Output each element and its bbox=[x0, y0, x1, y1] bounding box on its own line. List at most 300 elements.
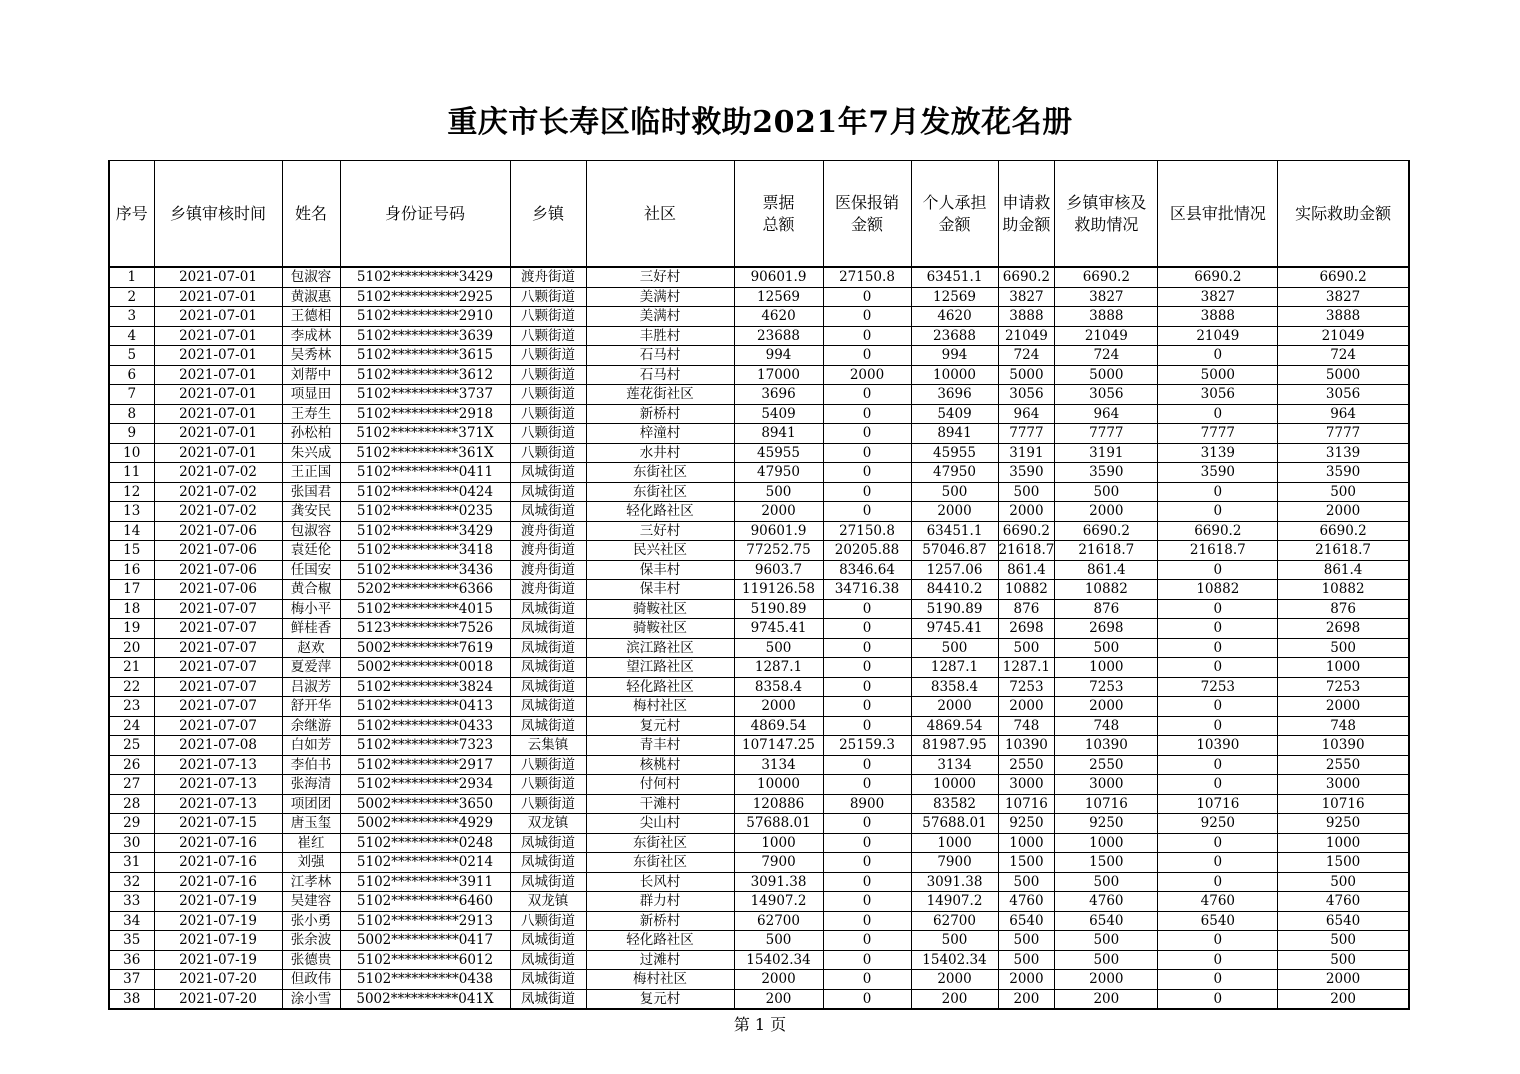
col-bill-total-cell: 45955 bbox=[734, 443, 823, 463]
col-county-approval-cell: 7253 bbox=[1158, 677, 1278, 697]
header-col-id-number: 身份证号码 bbox=[340, 161, 510, 268]
col-seq-cell: 4 bbox=[109, 326, 154, 346]
col-id-number-cell: 5002**********4929 bbox=[340, 814, 510, 834]
col-town-review-cell: 876 bbox=[1055, 599, 1158, 619]
col-bill-total-cell: 77252.75 bbox=[734, 541, 823, 561]
col-county-approval-cell: 6690.2 bbox=[1158, 267, 1278, 287]
col-actual-amount-cell: 2000 bbox=[1278, 697, 1409, 717]
col-town-review-cell: 5000 bbox=[1055, 365, 1158, 385]
col-personal-burden-cell: 15402.34 bbox=[911, 950, 998, 970]
col-applied-amount-cell: 5000 bbox=[998, 365, 1055, 385]
col-town-cell: 凤城街道 bbox=[510, 463, 586, 483]
col-id-number-cell: 5102**********3429 bbox=[340, 267, 510, 287]
col-community-cell: 尖山村 bbox=[586, 814, 734, 834]
col-personal-burden-cell: 500 bbox=[911, 482, 998, 502]
col-name-cell: 张余波 bbox=[282, 931, 340, 951]
col-bill-total-cell: 9745.41 bbox=[734, 619, 823, 639]
col-review-date-cell: 2021-07-01 bbox=[154, 287, 282, 307]
col-county-approval-cell: 21049 bbox=[1158, 326, 1278, 346]
col-applied-amount-cell: 10882 bbox=[998, 580, 1055, 600]
col-community-cell: 付何村 bbox=[586, 775, 734, 795]
col-town-cell: 云集镇 bbox=[510, 736, 586, 756]
col-county-approval-cell: 0 bbox=[1158, 599, 1278, 619]
col-seq-cell: 5 bbox=[109, 346, 154, 366]
col-seq-cell: 17 bbox=[109, 580, 154, 600]
col-bill-total-cell: 4869.54 bbox=[734, 716, 823, 736]
col-personal-burden-cell: 63451.1 bbox=[911, 521, 998, 541]
col-bill-total-cell: 7900 bbox=[734, 853, 823, 873]
col-medical-reimbursement-cell: 0 bbox=[823, 853, 911, 873]
col-town-review-cell: 3590 bbox=[1055, 463, 1158, 483]
table-row bbox=[109, 794, 1409, 814]
col-review-date-cell: 2021-07-06 bbox=[154, 580, 282, 600]
col-town-cell: 凤城街道 bbox=[510, 697, 586, 717]
col-name-cell: 吕淑芳 bbox=[282, 677, 340, 697]
table-row bbox=[109, 346, 1409, 366]
col-bill-total-cell: 2000 bbox=[734, 502, 823, 522]
col-personal-burden-cell: 62700 bbox=[911, 911, 998, 931]
col-town-review-cell: 500 bbox=[1055, 931, 1158, 951]
col-county-approval-cell: 3590 bbox=[1158, 463, 1278, 483]
col-actual-amount-cell: 2000 bbox=[1278, 970, 1409, 990]
col-community-cell: 梅村社区 bbox=[586, 697, 734, 717]
col-medical-reimbursement-cell: 0 bbox=[823, 716, 911, 736]
col-personal-burden-cell: 10000 bbox=[911, 365, 998, 385]
col-seq-cell: 11 bbox=[109, 463, 154, 483]
col-name-cell: 张海清 bbox=[282, 775, 340, 795]
table-row bbox=[109, 736, 1409, 756]
col-review-date-cell: 2021-07-01 bbox=[154, 443, 282, 463]
table-row bbox=[109, 267, 1409, 287]
col-bill-total-cell: 5409 bbox=[734, 404, 823, 424]
col-town-review-cell: 4760 bbox=[1055, 892, 1158, 912]
col-town-review-cell: 964 bbox=[1055, 404, 1158, 424]
col-id-number-cell: 5102**********3824 bbox=[340, 677, 510, 697]
col-town-review-cell: 10882 bbox=[1055, 580, 1158, 600]
col-applied-amount-cell: 500 bbox=[998, 872, 1055, 892]
relief-roster-table bbox=[108, 160, 1410, 1010]
col-bill-total-cell: 17000 bbox=[734, 365, 823, 385]
table-row bbox=[109, 541, 1409, 561]
table-row bbox=[109, 521, 1409, 541]
col-bill-total-cell: 107147.25 bbox=[734, 736, 823, 756]
table-row bbox=[109, 716, 1409, 736]
col-actual-amount-cell: 748 bbox=[1278, 716, 1409, 736]
col-medical-reimbursement-cell: 8900 bbox=[823, 794, 911, 814]
col-applied-amount-cell: 500 bbox=[998, 950, 1055, 970]
col-community-cell: 复元村 bbox=[586, 989, 734, 1009]
col-town-cell: 八颗街道 bbox=[510, 775, 586, 795]
col-review-date-cell: 2021-07-06 bbox=[154, 521, 282, 541]
col-seq-cell: 33 bbox=[109, 892, 154, 912]
col-town-cell: 凤城街道 bbox=[510, 599, 586, 619]
col-community-cell: 新桥村 bbox=[586, 404, 734, 424]
header-col-seq: 序号 bbox=[109, 161, 154, 268]
col-county-approval-cell: 3827 bbox=[1158, 287, 1278, 307]
col-medical-reimbursement-cell: 0 bbox=[823, 892, 911, 912]
col-personal-burden-cell: 3696 bbox=[911, 385, 998, 405]
col-bill-total-cell: 1000 bbox=[734, 833, 823, 853]
col-town-review-cell: 1000 bbox=[1055, 833, 1158, 853]
col-name-cell: 唐玉玺 bbox=[282, 814, 340, 834]
col-actual-amount-cell: 500 bbox=[1278, 931, 1409, 951]
col-town-cell: 凤城街道 bbox=[510, 931, 586, 951]
col-town-review-cell: 6690.2 bbox=[1055, 521, 1158, 541]
col-personal-burden-cell: 81987.95 bbox=[911, 736, 998, 756]
col-town-review-cell: 9250 bbox=[1055, 814, 1158, 834]
col-community-cell: 保丰村 bbox=[586, 560, 734, 580]
col-medical-reimbursement-cell: 0 bbox=[823, 502, 911, 522]
col-county-approval-cell: 0 bbox=[1158, 853, 1278, 873]
col-personal-burden-cell: 14907.2 bbox=[911, 892, 998, 912]
col-review-date-cell: 2021-07-07 bbox=[154, 638, 282, 658]
col-applied-amount-cell: 748 bbox=[998, 716, 1055, 736]
col-county-approval-cell: 0 bbox=[1158, 697, 1278, 717]
col-town-cell: 凤城街道 bbox=[510, 716, 586, 736]
col-town-cell: 八颗街道 bbox=[510, 911, 586, 931]
col-actual-amount-cell: 10716 bbox=[1278, 794, 1409, 814]
col-actual-amount-cell: 5000 bbox=[1278, 365, 1409, 385]
col-personal-burden-cell: 1287.1 bbox=[911, 658, 998, 678]
col-name-cell: 袁廷伦 bbox=[282, 541, 340, 561]
table-row bbox=[109, 833, 1409, 853]
col-county-approval-cell: 21618.7 bbox=[1158, 541, 1278, 561]
col-name-cell: 鲜桂香 bbox=[282, 619, 340, 639]
col-community-cell: 美满村 bbox=[586, 287, 734, 307]
col-bill-total-cell: 500 bbox=[734, 482, 823, 502]
col-town-cell: 渡舟街道 bbox=[510, 580, 586, 600]
col-actual-amount-cell: 200 bbox=[1278, 989, 1409, 1009]
col-town-review-cell: 500 bbox=[1055, 872, 1158, 892]
col-seq-cell: 23 bbox=[109, 697, 154, 717]
col-community-cell: 骑鞍社区 bbox=[586, 599, 734, 619]
col-review-date-cell: 2021-07-08 bbox=[154, 736, 282, 756]
col-bill-total-cell: 994 bbox=[734, 346, 823, 366]
col-personal-burden-cell: 47950 bbox=[911, 463, 998, 483]
col-personal-burden-cell: 1257.06 bbox=[911, 560, 998, 580]
col-community-cell: 东街社区 bbox=[586, 463, 734, 483]
col-review-date-cell: 2021-07-01 bbox=[154, 385, 282, 405]
col-id-number-cell: 5102**********371X bbox=[340, 424, 510, 444]
col-town-review-cell: 500 bbox=[1055, 482, 1158, 502]
col-personal-burden-cell: 200 bbox=[911, 989, 998, 1009]
col-actual-amount-cell: 2550 bbox=[1278, 755, 1409, 775]
col-actual-amount-cell: 724 bbox=[1278, 346, 1409, 366]
col-town-cell: 凤城街道 bbox=[510, 950, 586, 970]
col-name-cell: 张国君 bbox=[282, 482, 340, 502]
col-medical-reimbursement-cell: 0 bbox=[823, 950, 911, 970]
col-id-number-cell: 5102**********0411 bbox=[340, 463, 510, 483]
col-town-cell: 八颗街道 bbox=[510, 346, 586, 366]
col-applied-amount-cell: 3590 bbox=[998, 463, 1055, 483]
table-row bbox=[109, 385, 1409, 405]
col-town-cell: 双龙镇 bbox=[510, 814, 586, 834]
table-row bbox=[109, 892, 1409, 912]
col-name-cell: 李成林 bbox=[282, 326, 340, 346]
col-seq-cell: 8 bbox=[109, 404, 154, 424]
col-medical-reimbursement-cell: 0 bbox=[823, 970, 911, 990]
col-id-number-cell: 5102**********2917 bbox=[340, 755, 510, 775]
col-bill-total-cell: 119126.58 bbox=[734, 580, 823, 600]
col-bill-total-cell: 3134 bbox=[734, 755, 823, 775]
table-row bbox=[109, 443, 1409, 463]
col-medical-reimbursement-cell: 0 bbox=[823, 619, 911, 639]
col-name-cell: 黄淑惠 bbox=[282, 287, 340, 307]
col-personal-burden-cell: 2000 bbox=[911, 697, 998, 717]
col-medical-reimbursement-cell: 0 bbox=[823, 463, 911, 483]
col-seq-cell: 14 bbox=[109, 521, 154, 541]
col-review-date-cell: 2021-07-07 bbox=[154, 619, 282, 639]
col-applied-amount-cell: 2000 bbox=[998, 970, 1055, 990]
col-bill-total-cell: 47950 bbox=[734, 463, 823, 483]
col-community-cell: 青丰村 bbox=[586, 736, 734, 756]
table-row bbox=[109, 658, 1409, 678]
col-town-review-cell: 2698 bbox=[1055, 619, 1158, 639]
col-county-approval-cell: 10882 bbox=[1158, 580, 1278, 600]
col-community-cell: 长风村 bbox=[586, 872, 734, 892]
col-id-number-cell: 5202**********6366 bbox=[340, 580, 510, 600]
table-row bbox=[109, 931, 1409, 951]
col-applied-amount-cell: 7777 bbox=[998, 424, 1055, 444]
col-review-date-cell: 2021-07-13 bbox=[154, 775, 282, 795]
col-community-cell: 干滩村 bbox=[586, 794, 734, 814]
col-medical-reimbursement-cell: 27150.8 bbox=[823, 267, 911, 287]
col-community-cell: 民兴社区 bbox=[586, 541, 734, 561]
table-row bbox=[109, 638, 1409, 658]
col-town-review-cell: 200 bbox=[1055, 989, 1158, 1009]
col-name-cell: 任国安 bbox=[282, 560, 340, 580]
col-applied-amount-cell: 4760 bbox=[998, 892, 1055, 912]
col-applied-amount-cell: 3827 bbox=[998, 287, 1055, 307]
col-community-cell: 石马村 bbox=[586, 346, 734, 366]
col-actual-amount-cell: 6690.2 bbox=[1278, 267, 1409, 287]
col-personal-burden-cell: 63451.1 bbox=[911, 267, 998, 287]
col-town-review-cell: 1000 bbox=[1055, 658, 1158, 678]
col-town-cell: 凤城街道 bbox=[510, 482, 586, 502]
col-applied-amount-cell: 861.4 bbox=[998, 560, 1055, 580]
col-review-date-cell: 2021-07-19 bbox=[154, 931, 282, 951]
col-review-date-cell: 2021-07-20 bbox=[154, 989, 282, 1009]
table-row bbox=[109, 424, 1409, 444]
col-town-cell: 八颗街道 bbox=[510, 794, 586, 814]
col-review-date-cell: 2021-07-01 bbox=[154, 267, 282, 287]
col-review-date-cell: 2021-07-01 bbox=[154, 365, 282, 385]
col-id-number-cell: 5102**********3418 bbox=[340, 541, 510, 561]
col-actual-amount-cell: 10882 bbox=[1278, 580, 1409, 600]
col-town-review-cell: 3827 bbox=[1055, 287, 1158, 307]
col-medical-reimbursement-cell: 0 bbox=[823, 677, 911, 697]
col-seq-cell: 19 bbox=[109, 619, 154, 639]
col-actual-amount-cell: 500 bbox=[1278, 482, 1409, 502]
table-row bbox=[109, 326, 1409, 346]
table-row bbox=[109, 287, 1409, 307]
col-id-number-cell: 5102**********3615 bbox=[340, 346, 510, 366]
col-id-number-cell: 5102**********6012 bbox=[340, 950, 510, 970]
col-medical-reimbursement-cell: 0 bbox=[823, 775, 911, 795]
col-seq-cell: 6 bbox=[109, 365, 154, 385]
col-personal-burden-cell: 500 bbox=[911, 638, 998, 658]
col-seq-cell: 30 bbox=[109, 833, 154, 853]
table-header-row bbox=[109, 161, 1409, 268]
col-bill-total-cell: 57688.01 bbox=[734, 814, 823, 834]
col-applied-amount-cell: 21049 bbox=[998, 326, 1055, 346]
col-medical-reimbursement-cell: 0 bbox=[823, 872, 911, 892]
col-actual-amount-cell: 500 bbox=[1278, 638, 1409, 658]
col-seq-cell: 36 bbox=[109, 950, 154, 970]
col-county-approval-cell: 0 bbox=[1158, 989, 1278, 1009]
col-id-number-cell: 5102**********3429 bbox=[340, 521, 510, 541]
col-seq-cell: 3 bbox=[109, 307, 154, 327]
col-bill-total-cell: 1287.1 bbox=[734, 658, 823, 678]
col-town-review-cell: 3056 bbox=[1055, 385, 1158, 405]
col-personal-burden-cell: 5409 bbox=[911, 404, 998, 424]
col-town-review-cell: 2550 bbox=[1055, 755, 1158, 775]
col-applied-amount-cell: 3191 bbox=[998, 443, 1055, 463]
col-community-cell: 望江路社区 bbox=[586, 658, 734, 678]
col-applied-amount-cell: 724 bbox=[998, 346, 1055, 366]
col-town-review-cell: 10390 bbox=[1055, 736, 1158, 756]
col-town-cell: 凤城街道 bbox=[510, 677, 586, 697]
col-seq-cell: 28 bbox=[109, 794, 154, 814]
header-col-review-date: 乡镇审核时间 bbox=[154, 161, 282, 268]
col-community-cell: 轻化路社区 bbox=[586, 677, 734, 697]
col-seq-cell: 27 bbox=[109, 775, 154, 795]
page-number: 第 1 页 bbox=[733, 1015, 787, 1034]
col-name-cell: 白如芳 bbox=[282, 736, 340, 756]
col-review-date-cell: 2021-07-19 bbox=[154, 892, 282, 912]
table-row bbox=[109, 697, 1409, 717]
col-id-number-cell: 5102**********6460 bbox=[340, 892, 510, 912]
col-name-cell: 江孝林 bbox=[282, 872, 340, 892]
col-review-date-cell: 2021-07-20 bbox=[154, 970, 282, 990]
col-personal-burden-cell: 8941 bbox=[911, 424, 998, 444]
col-bill-total-cell: 10000 bbox=[734, 775, 823, 795]
col-personal-burden-cell: 2000 bbox=[911, 502, 998, 522]
col-town-review-cell: 500 bbox=[1055, 638, 1158, 658]
col-applied-amount-cell: 10390 bbox=[998, 736, 1055, 756]
col-county-approval-cell: 0 bbox=[1158, 619, 1278, 639]
col-personal-burden-cell: 10000 bbox=[911, 775, 998, 795]
col-medical-reimbursement-cell: 0 bbox=[823, 911, 911, 931]
col-personal-burden-cell: 3091.38 bbox=[911, 872, 998, 892]
col-seq-cell: 32 bbox=[109, 872, 154, 892]
col-medical-reimbursement-cell: 0 bbox=[823, 931, 911, 951]
col-town-review-cell: 7777 bbox=[1055, 424, 1158, 444]
col-personal-burden-cell: 8358.4 bbox=[911, 677, 998, 697]
col-personal-burden-cell: 1000 bbox=[911, 833, 998, 853]
header-col-actual-amount: 实际救助金额 bbox=[1278, 161, 1409, 268]
col-id-number-cell: 5102**********3911 bbox=[340, 872, 510, 892]
col-community-cell: 梓潼村 bbox=[586, 424, 734, 444]
col-community-cell: 轻化路社区 bbox=[586, 931, 734, 951]
col-county-approval-cell: 0 bbox=[1158, 755, 1278, 775]
table-row bbox=[109, 580, 1409, 600]
col-medical-reimbursement-cell: 0 bbox=[823, 346, 911, 366]
col-community-cell: 东街社区 bbox=[586, 833, 734, 853]
col-name-cell: 龚安民 bbox=[282, 502, 340, 522]
col-seq-cell: 34 bbox=[109, 911, 154, 931]
col-actual-amount-cell: 3139 bbox=[1278, 443, 1409, 463]
col-medical-reimbursement-cell: 0 bbox=[823, 287, 911, 307]
col-name-cell: 王寿生 bbox=[282, 404, 340, 424]
col-name-cell: 李伯书 bbox=[282, 755, 340, 775]
table-row bbox=[109, 619, 1409, 639]
col-community-cell: 轻化路社区 bbox=[586, 502, 734, 522]
col-id-number-cell: 5102**********361X bbox=[340, 443, 510, 463]
col-county-approval-cell: 0 bbox=[1158, 931, 1278, 951]
col-applied-amount-cell: 2000 bbox=[998, 502, 1055, 522]
col-actual-amount-cell: 6540 bbox=[1278, 911, 1409, 931]
col-actual-amount-cell: 500 bbox=[1278, 872, 1409, 892]
col-community-cell: 三好村 bbox=[586, 521, 734, 541]
col-community-cell: 东街社区 bbox=[586, 482, 734, 502]
col-community-cell: 复元村 bbox=[586, 716, 734, 736]
col-bill-total-cell: 4620 bbox=[734, 307, 823, 327]
col-id-number-cell: 5102**********0438 bbox=[340, 970, 510, 990]
col-medical-reimbursement-cell: 0 bbox=[823, 638, 911, 658]
col-actual-amount-cell: 3000 bbox=[1278, 775, 1409, 795]
header-col-applied-amount: 申请救 助金额 bbox=[998, 161, 1055, 268]
col-town-review-cell: 21049 bbox=[1055, 326, 1158, 346]
col-medical-reimbursement-cell: 2000 bbox=[823, 365, 911, 385]
col-bill-total-cell: 5190.89 bbox=[734, 599, 823, 619]
col-seq-cell: 1 bbox=[109, 267, 154, 287]
col-town-cell: 渡舟街道 bbox=[510, 521, 586, 541]
col-medical-reimbursement-cell: 0 bbox=[823, 697, 911, 717]
col-bill-total-cell: 62700 bbox=[734, 911, 823, 931]
header-col-bill-total: 票据 总额 bbox=[734, 161, 823, 268]
col-county-approval-cell: 4760 bbox=[1158, 892, 1278, 912]
col-id-number-cell: 5123**********7526 bbox=[340, 619, 510, 639]
table-row bbox=[109, 599, 1409, 619]
col-name-cell: 吴建容 bbox=[282, 892, 340, 912]
col-town-cell: 渡舟街道 bbox=[510, 541, 586, 561]
table-row bbox=[109, 307, 1409, 327]
col-county-approval-cell: 0 bbox=[1158, 346, 1278, 366]
table-row bbox=[109, 463, 1409, 483]
col-id-number-cell: 5102**********0424 bbox=[340, 482, 510, 502]
col-name-cell: 王德相 bbox=[282, 307, 340, 327]
col-applied-amount-cell: 6690.2 bbox=[998, 521, 1055, 541]
table-row bbox=[109, 950, 1409, 970]
col-review-date-cell: 2021-07-07 bbox=[154, 599, 282, 619]
col-id-number-cell: 5102**********0433 bbox=[340, 716, 510, 736]
col-town-review-cell: 748 bbox=[1055, 716, 1158, 736]
col-id-number-cell: 5002**********0018 bbox=[340, 658, 510, 678]
col-town-cell: 八颗街道 bbox=[510, 385, 586, 405]
col-personal-burden-cell: 9745.41 bbox=[911, 619, 998, 639]
col-bill-total-cell: 23688 bbox=[734, 326, 823, 346]
col-personal-burden-cell: 4869.54 bbox=[911, 716, 998, 736]
col-id-number-cell: 5102**********0248 bbox=[340, 833, 510, 853]
col-county-approval-cell: 0 bbox=[1158, 872, 1278, 892]
table-row bbox=[109, 775, 1409, 795]
col-applied-amount-cell: 7253 bbox=[998, 677, 1055, 697]
col-town-cell: 凤城街道 bbox=[510, 833, 586, 853]
col-personal-burden-cell: 3134 bbox=[911, 755, 998, 775]
col-id-number-cell: 5102**********3612 bbox=[340, 365, 510, 385]
col-review-date-cell: 2021-07-01 bbox=[154, 326, 282, 346]
col-name-cell: 夏爱萍 bbox=[282, 658, 340, 678]
col-medical-reimbursement-cell: 8346.64 bbox=[823, 560, 911, 580]
col-id-number-cell: 5002**********041X bbox=[340, 989, 510, 1009]
col-medical-reimbursement-cell: 25159.3 bbox=[823, 736, 911, 756]
col-name-cell: 项显田 bbox=[282, 385, 340, 405]
col-actual-amount-cell: 3888 bbox=[1278, 307, 1409, 327]
col-community-cell: 保丰村 bbox=[586, 580, 734, 600]
col-county-approval-cell: 0 bbox=[1158, 638, 1278, 658]
col-actual-amount-cell: 21618.7 bbox=[1278, 541, 1409, 561]
